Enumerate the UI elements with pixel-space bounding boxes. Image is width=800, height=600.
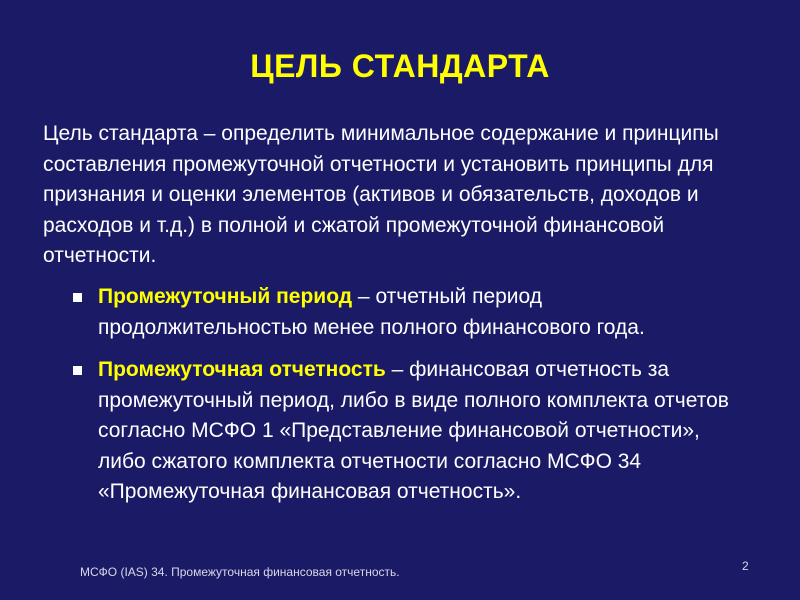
bullet-item bbox=[70, 282, 750, 343]
square-bullet-icon bbox=[73, 366, 82, 375]
slide-title: ЦЕЛЬ СТАНДАРТА bbox=[250, 48, 550, 84]
square-bullet-icon bbox=[73, 293, 82, 302]
bullet-list bbox=[70, 282, 750, 508]
page-number: 2 bbox=[742, 559, 749, 573]
intro-paragraph: Цель стандарта – определить минимальное содержание и принципы составления промежуточной отчетности и установить принципы для признания и оценки элементов (активов и обязательств, доходов и расходов и т.д.) в полной и сжатой промежуточной финансовой отчетности. bbox=[43, 122, 719, 267]
bullet-text: – отчетный период продолжительностью менее полного финансового года. bbox=[98, 285, 645, 339]
bullet-term: Промежуточная отчетность bbox=[98, 358, 386, 381]
slide-footer: МСФО (IAS) 34. Промежуточная финансовая отчетность. bbox=[80, 565, 400, 579]
bullet-text: – финансовая отчетность за промежуточный период, либо в виде полного комплекта отчетов согласно МСФО 1 «Представление финансовой отчетности», либо сжатого комплекта отчетности согласно МСФО 34 «Промежуточная финансовая отчетность». bbox=[98, 358, 729, 503]
bullet-item bbox=[70, 355, 750, 508]
bullet-term: Промежуточный период bbox=[98, 285, 353, 308]
